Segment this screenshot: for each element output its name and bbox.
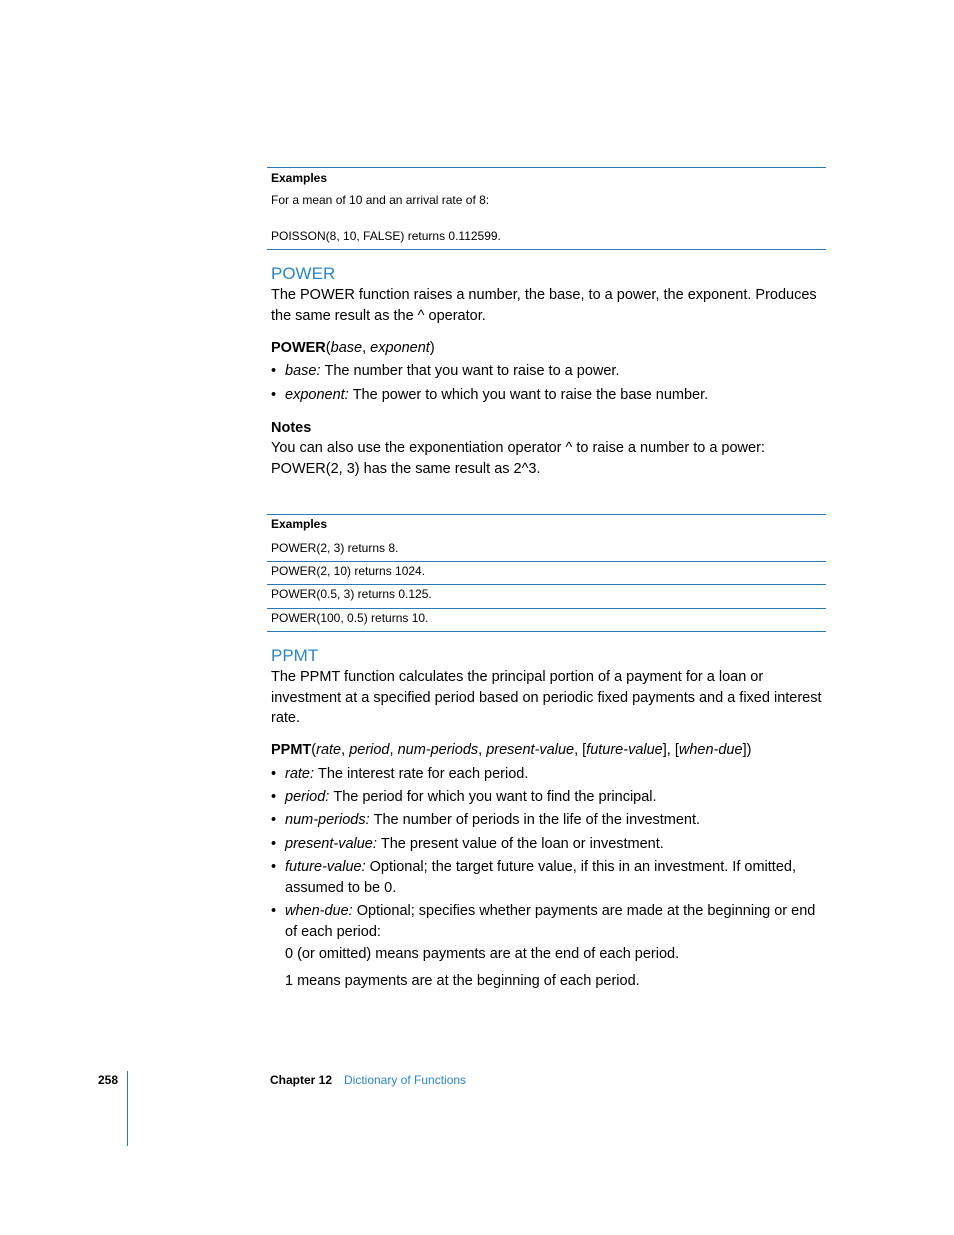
when-due-option: 1 means payments are at the beginning of each period. bbox=[285, 973, 640, 989]
examples-heading: Examples bbox=[271, 171, 328, 185]
table-row: POWER(100, 0.5) returns 10. bbox=[271, 611, 429, 625]
syntax-paren: ( bbox=[311, 742, 317, 758]
syntax-paren: ( bbox=[325, 340, 331, 356]
table-row-rule bbox=[267, 561, 826, 562]
table-row: POWER(0.5, 3) returns 0.125. bbox=[271, 587, 432, 601]
syntax-separator: , bbox=[478, 742, 487, 758]
syntax-arg: num-periods bbox=[397, 742, 479, 758]
table-bottom-rule bbox=[267, 631, 826, 632]
argument-text: Optional; the target future value, if this in an investment. If omitted, assumed to be 0. bbox=[285, 859, 796, 896]
bullet-mark: • bbox=[271, 812, 277, 828]
bullet-mark: • bbox=[271, 789, 277, 805]
bullet-mark: • bbox=[271, 903, 277, 919]
notes-text: You can also use the exponentiation operator ^ to raise a number to a power: POWER(2, 3) has the same result as 2^3. bbox=[271, 440, 765, 477]
power-syntax bbox=[271, 338, 435, 358]
argument-text: Optional; specifies whether payments are made at the beginning or end of each period: bbox=[285, 903, 816, 940]
syntax-arg: period bbox=[349, 742, 390, 758]
syntax-arg: rate bbox=[316, 742, 342, 758]
table-top-rule bbox=[267, 167, 826, 168]
bullet-mark: • bbox=[271, 859, 277, 875]
argument-text: The number of periods in the life of the investment. bbox=[373, 812, 701, 828]
syntax-separator: ], [ bbox=[662, 742, 679, 758]
ppmt-description: The PPMT function calculates the principal portion of a payment for a loan or investment at a specified period based on periodic fixed payments and a fixed interest rate. bbox=[271, 669, 822, 726]
ppmt-syntax bbox=[271, 740, 751, 760]
example-result: POISSON(8, 10, FALSE) returns 0.112599. bbox=[271, 229, 501, 243]
syntax-arg: when-due bbox=[678, 742, 743, 758]
chapter-label: Chapter 12 bbox=[270, 1073, 333, 1087]
examples-heading: Examples bbox=[271, 517, 328, 531]
argument-item bbox=[271, 385, 821, 406]
bullet-mark: • bbox=[271, 363, 277, 379]
argument-item bbox=[271, 361, 821, 382]
argument-item bbox=[271, 764, 821, 785]
syntax-paren: ) bbox=[429, 340, 435, 356]
syntax-arg: future-value bbox=[586, 742, 663, 758]
bullet-mark: • bbox=[271, 836, 277, 852]
table-row-rule bbox=[267, 608, 826, 609]
argument-text: The period for which you want to find the principal. bbox=[333, 789, 657, 805]
argument-item bbox=[271, 857, 821, 898]
argument-item bbox=[271, 787, 821, 808]
syntax-separator: , [ bbox=[574, 742, 587, 758]
argument-term: when-due: bbox=[285, 903, 353, 919]
chapter-title-link[interactable]: Dictionary of Functions bbox=[344, 1073, 467, 1087]
argument-term: rate: bbox=[285, 766, 315, 782]
argument-term: present-value: bbox=[285, 836, 377, 852]
power-title: POWER bbox=[271, 264, 336, 283]
argument-item bbox=[271, 834, 821, 855]
argument-term: num-periods: bbox=[285, 812, 370, 828]
syntax-separator: , bbox=[389, 742, 398, 758]
argument-term: period: bbox=[285, 789, 330, 805]
when-due-option: 0 (or omitted) means payments are at the end of each period. bbox=[285, 946, 680, 962]
table-row: POWER(2, 3) returns 8. bbox=[271, 541, 399, 555]
table-row: POWER(2, 10) returns 1024. bbox=[271, 564, 426, 578]
argument-term: future-value: bbox=[285, 859, 366, 875]
argument-item bbox=[271, 901, 821, 942]
syntax-arg: exponent bbox=[370, 340, 430, 356]
ppmt-title: PPMT bbox=[271, 646, 319, 665]
syntax-paren: ]) bbox=[742, 742, 752, 758]
argument-term: exponent: bbox=[285, 387, 349, 403]
syntax-arg: base bbox=[330, 340, 363, 356]
argument-text: The interest rate for each period. bbox=[318, 766, 529, 782]
argument-item bbox=[271, 810, 821, 831]
argument-text: The present value of the loan or investment. bbox=[380, 836, 664, 852]
table-bottom-rule bbox=[267, 249, 826, 250]
bullet-mark: • bbox=[271, 766, 277, 782]
power-description: The POWER function raises a number, the base, to a power, the exponent. Produces the same result as the ^ operator. bbox=[271, 287, 817, 324]
syntax-separator: , bbox=[362, 340, 371, 356]
notes-heading: Notes bbox=[271, 420, 312, 436]
syntax-function-name: POWER bbox=[271, 340, 326, 356]
bullet-mark: • bbox=[271, 387, 277, 403]
syntax-separator: , bbox=[341, 742, 350, 758]
table-row-rule bbox=[267, 584, 826, 585]
page-number: 258 bbox=[98, 1073, 119, 1087]
example-intro: For a mean of 10 and an arrival rate of 8: bbox=[271, 193, 490, 207]
syntax-arg: present-value bbox=[486, 742, 575, 758]
argument-text: The power to which you want to raise the base number. bbox=[352, 387, 709, 403]
argument-text: The number that you want to raise to a power. bbox=[324, 363, 620, 379]
argument-term: base: bbox=[285, 363, 321, 379]
table-top-rule bbox=[267, 514, 826, 515]
footer-divider bbox=[127, 1071, 128, 1146]
syntax-function-name: PPMT bbox=[271, 742, 312, 758]
